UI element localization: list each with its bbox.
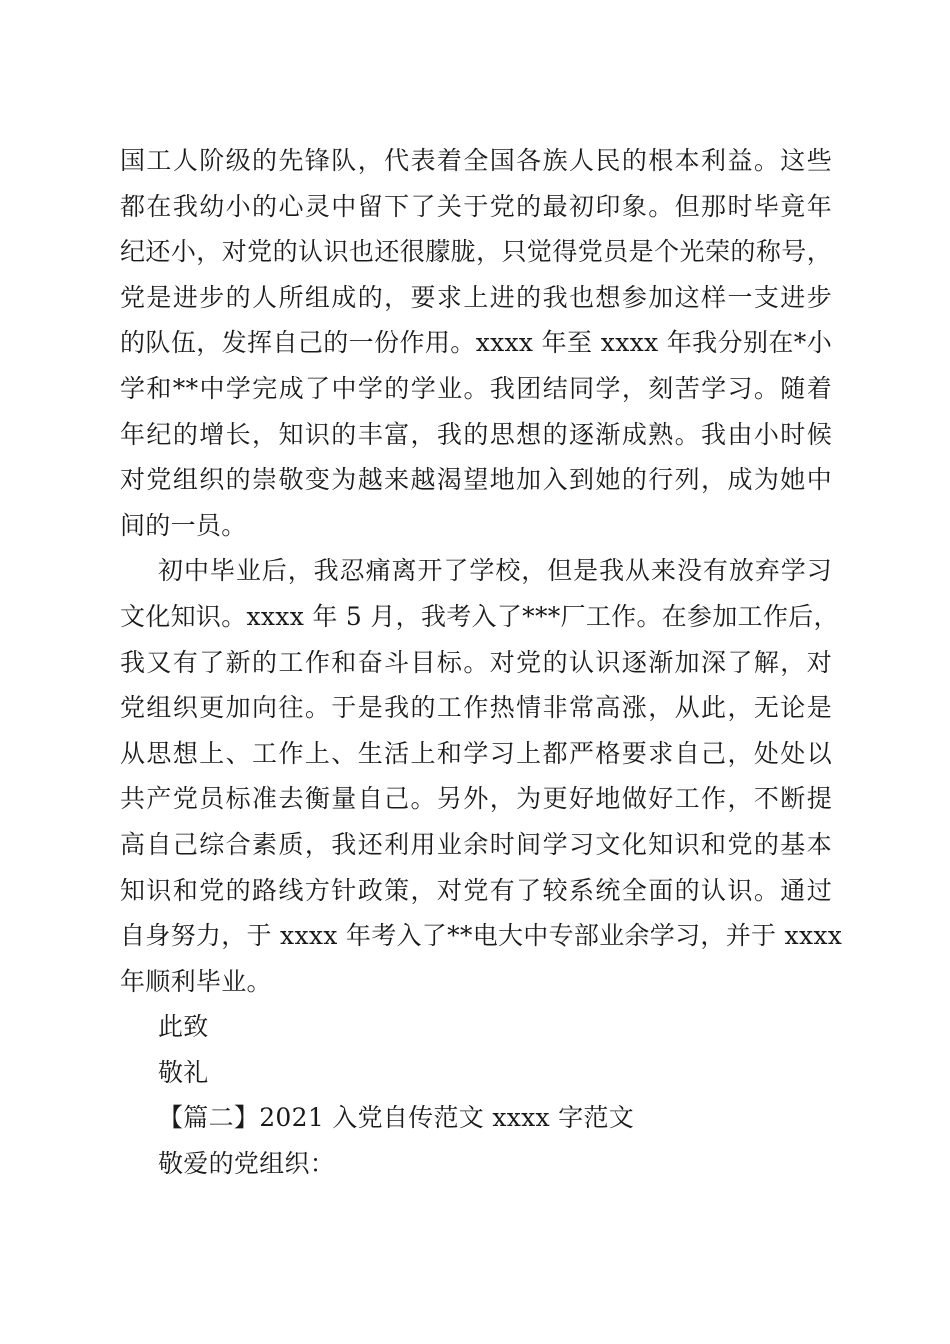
text-line: 年纪的增长，知识的丰富，我的思想的逐渐成熟。我由小时候 [120,419,832,449]
text-line: 对党组织的崇敬变为越来越渴望地加入到她的行列，成为她中 [120,465,832,495]
text-line: 敬爱的党组织： [158,1149,336,1179]
text-line: 【篇二】2021 入党自传范文 xxxx 字范文 [158,1103,635,1133]
text-line: 党是进步的人所组成的，要求上进的我也想参加这样一支进步 [120,282,832,312]
text-line: 文化知识。xxxx 年 5 月，我考入了***厂工作。在参加工作后， [120,601,839,631]
text-line: 党组织更加向往。于是我的工作热情非常高涨，从此，无论是 [120,693,832,723]
text-line: 此致 [158,1012,209,1042]
text-line: 知识和党的路线方针政策，对党有了较系统全面的认识。通过 [120,875,832,905]
text-line: 纪还小，对党的认识也还很朦胧，只觉得党员是个光荣的称号， [120,237,832,267]
text-line: 的队伍，发挥自己的一份作用。xxxx 年至 xxxx 年我分别在*小 [120,328,832,358]
text-line: 共产党员标准去衡量自己。另外，为更好地做好工作，不断提 [120,784,832,814]
text-line: 自身努力，于 xxxx 年考入了**电大中专部业余学习，并于 xxxx [120,921,843,951]
document-body [120,138,843,1187]
text-line: 初中毕业后，我忍痛离开了学校，但是我从来没有放弃学习 [158,556,832,586]
text-line: 间的一员。 [120,510,247,540]
text-line: 敬礼 [158,1057,209,1087]
text-line: 都在我幼小的心灵中留下了关于党的最初印象。但那时毕竟年 [120,191,832,221]
text-line: 我又有了新的工作和奋斗目标。对党的认识逐渐加深了解，对 [120,647,832,677]
text-line: 高自己综合素质，我还利用业余时间学习文化知识和党的基本 [120,829,832,859]
text-line: 学和**中学完成了中学的学业。我团结同学，刻苦学习。随着 [120,373,832,403]
text-line: 年顺利毕业。 [120,966,272,996]
text-line: 从思想上、工作上、生活上和学习上都严格要求自己，处处以 [120,738,832,768]
text-line: 国工人阶级的先锋队，代表着全国各族人民的根本利益。这些 [120,146,832,175]
